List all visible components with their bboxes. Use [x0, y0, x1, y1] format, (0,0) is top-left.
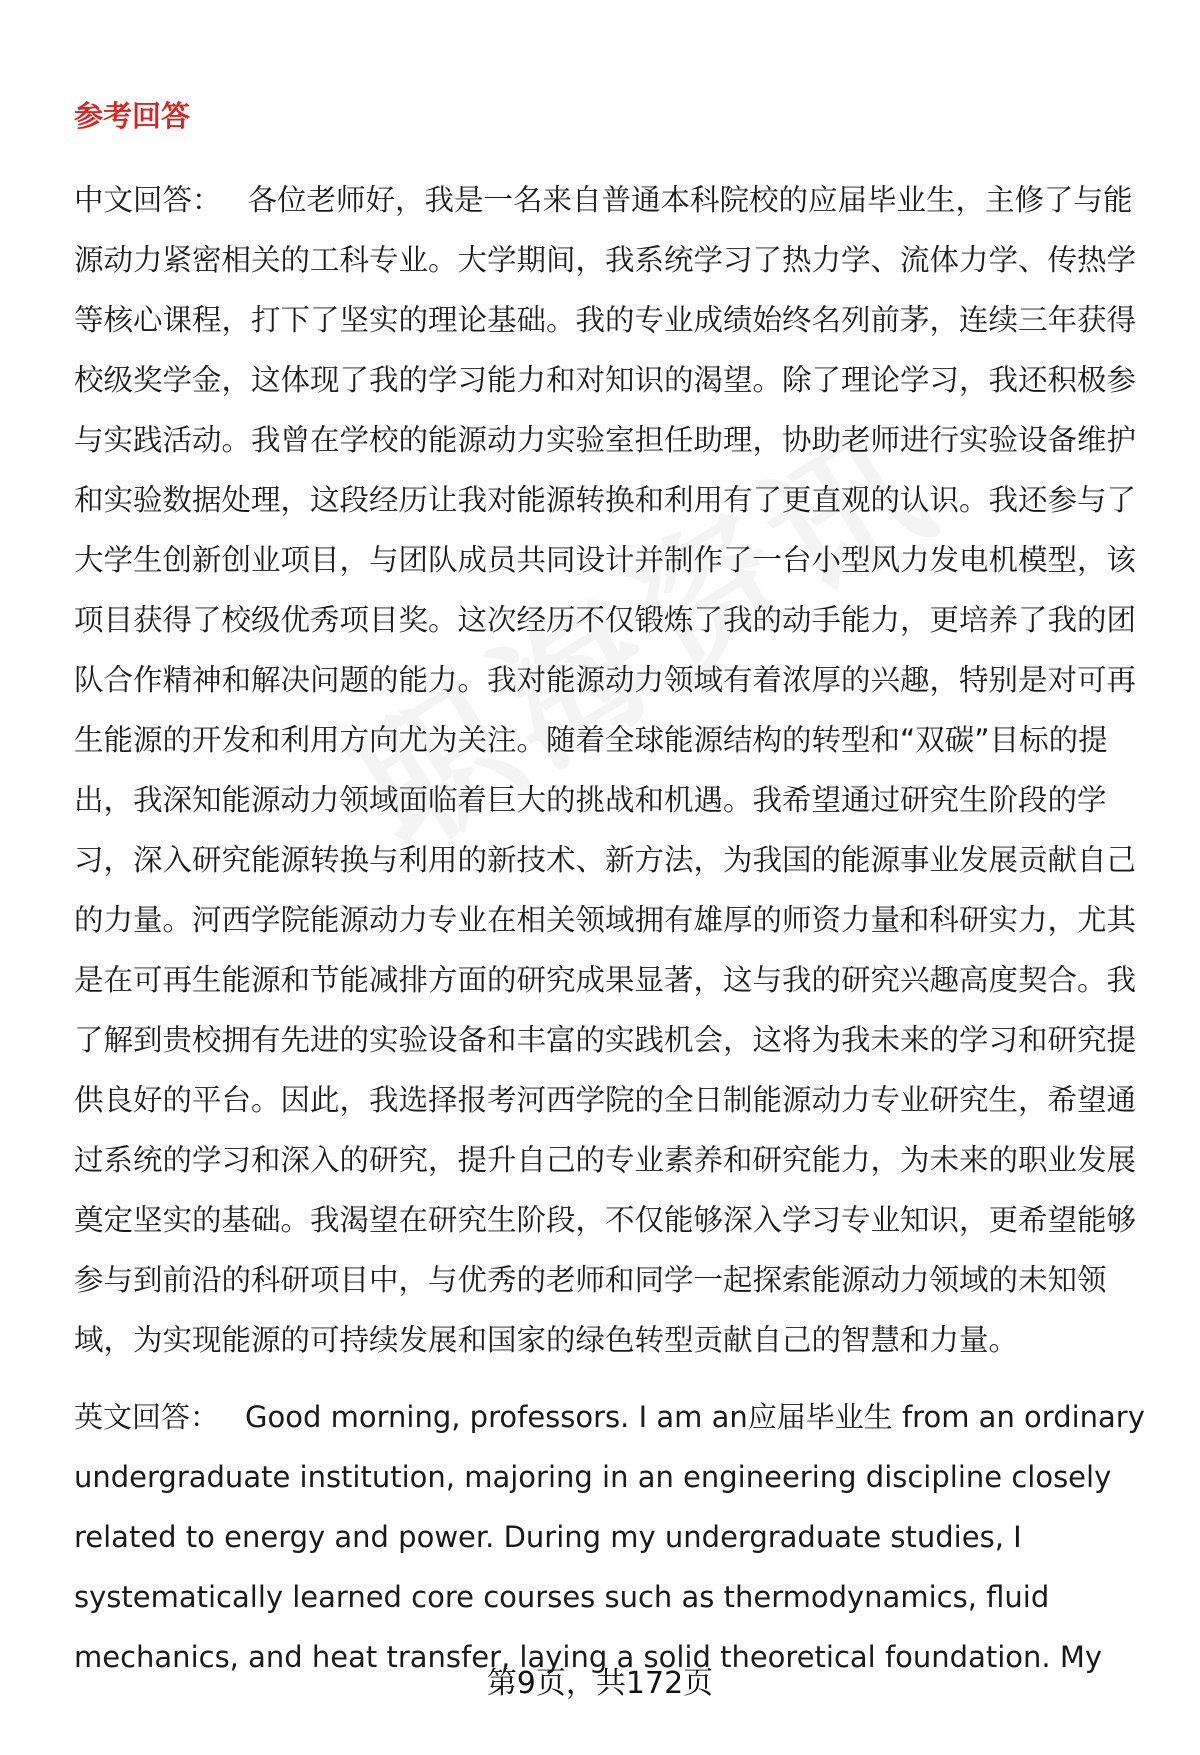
english-answer-paragraph: [74, 1387, 1159, 1687]
chinese-answer-label: 中文回答：: [74, 183, 222, 217]
page-number-footer: 第9页，共172页: [486, 1666, 714, 1701]
chinese-answer-text: 各位老师好，我是一名来自普通本科院校的应届毕业生，主修了与能源动力紧密相关的工科专业。大学期间，我系统学习了热力学、流体力学、传热学等核心课程，打下了坚实的理论基础。我的专业成绩始终名列前茅，连续三年获得校级奖学金，这体现了我的学习能力和对知识的渴望。除了理论学习，我还积极参与实践活动。我曾在学校的能源动力实验室担任助理，协助老师进行实验设备维护和实验数据处理，这段经历让我对能源转换和利用有了更直观的认识。我还参与了大学生创新创业项目，与团队成员共同设计并制作了一台小型风力发电机模型，该项目获得了校级优秀项目奖。这次经历不仅锻炼了我的动手能力，更培养了我的团队合作精神和解决问题的能力。我对能源动力领域有着浓厚的兴趣，特别是对可再生能源的开发和利用方向尤为关注。随着全球能源结构的转型和“双碳”目标的提出，我深知能源动力领域面临着巨大的挑战和机遇。我希望通过研究生阶段的学习，深入研究能源转换与利用的新技术、新方法，为我国的能源事业发展贡献自己的力量。河西学院能源动力专业在相关领域拥有雄厚的师资力量和科研实力，尤其是在可再生能源和节能减排方面的研究成果显著，这与我的研究兴趣高度契合。我了解到贵校拥有先进的实验设备和丰富的实践机会，这将为我未来的学习和研究提供良好的平台。因此，我选择报考河西学院的全日制能源动力专业研究生，希望通过系统的学习和深入的研究，提升自己的专业素养和研究能力，为未来的职业发展奠定坚实的基础。我渴望在研究生阶段，不仅能够深入学习专业知识，更希望能够参与到前沿的科研项目中，与优秀的老师和同学一起探索能源动力领域的未知领域，为实现能源的可持续发展和国家的绿色转型贡献自己的智慧和力量。: [74, 183, 1137, 1357]
english-answer-text: Good morning, professors. I am an应届毕业生 from an ordinary undergraduate institution, majoring in an engineering discipline closely related to energy and power. During my undergraduate studies, I systematically learned core courses such as thermodynamics, fluid mechanics, and heat transfer, laying a solid theoretical foundation. My: [74, 1400, 1145, 1674]
chinese-answer-paragraph: [74, 170, 1154, 1370]
section-title: 参考回答: [74, 99, 191, 133]
english-answer-label: 英文回答：: [74, 1400, 220, 1434]
